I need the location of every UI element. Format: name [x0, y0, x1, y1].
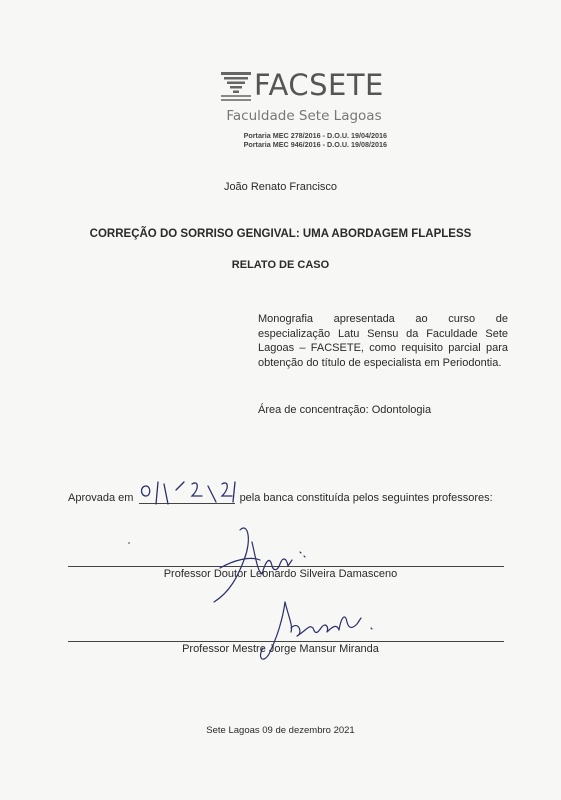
approval-prefix: Aprovada em	[68, 492, 134, 504]
signature-1	[200, 520, 320, 610]
monograph-description: Monografia apresentada ao curso de especialização Latu Sensu da Faculdade Sete Lagoas – FACSETE, como requisito parcial para obtenção do título de especialista em Periodontia.	[258, 313, 508, 370]
concentration-area: Área de concentração: Odontologia	[258, 404, 432, 416]
author-name: João Renato Francisco	[223, 181, 338, 193]
logo-subtitle: Faculdade Sete Lagoas	[226, 108, 382, 124]
professor-1-name: Professor Doutor Leonardo Silveira Damasceno	[163, 568, 398, 580]
facsete-logo	[221, 68, 391, 152]
approval-suffix: pela banca constituída pelos seguintes professores:	[239, 492, 493, 504]
document-title: CORREÇÃO DO SORRISO GENGIVAL: UMA ABORDAGEM FLAPLESS	[89, 228, 472, 240]
handwritten-date	[138, 476, 238, 506]
portaria-line-2: Portaria MEC 946/2016 - D.O.U. 19/08/2016	[243, 140, 387, 149]
document-subtitle: RELATO DE CASO	[231, 259, 330, 271]
stray-mark	[128, 542, 130, 544]
approval-statement	[68, 489, 528, 504]
portaria-line-1: Portaria MEC 278/2016 - D.O.U. 19/04/2016	[243, 131, 387, 140]
logo-name: FACSETE	[254, 68, 384, 102]
professor-2-name: Professor Mestre Jorge Mansur Miranda	[182, 643, 379, 655]
place-and-date: Sete Lagoas 09 de dezembro 2021	[206, 725, 355, 736]
facsete-logo-mark-icon	[221, 72, 251, 102]
signature-2	[255, 598, 385, 668]
